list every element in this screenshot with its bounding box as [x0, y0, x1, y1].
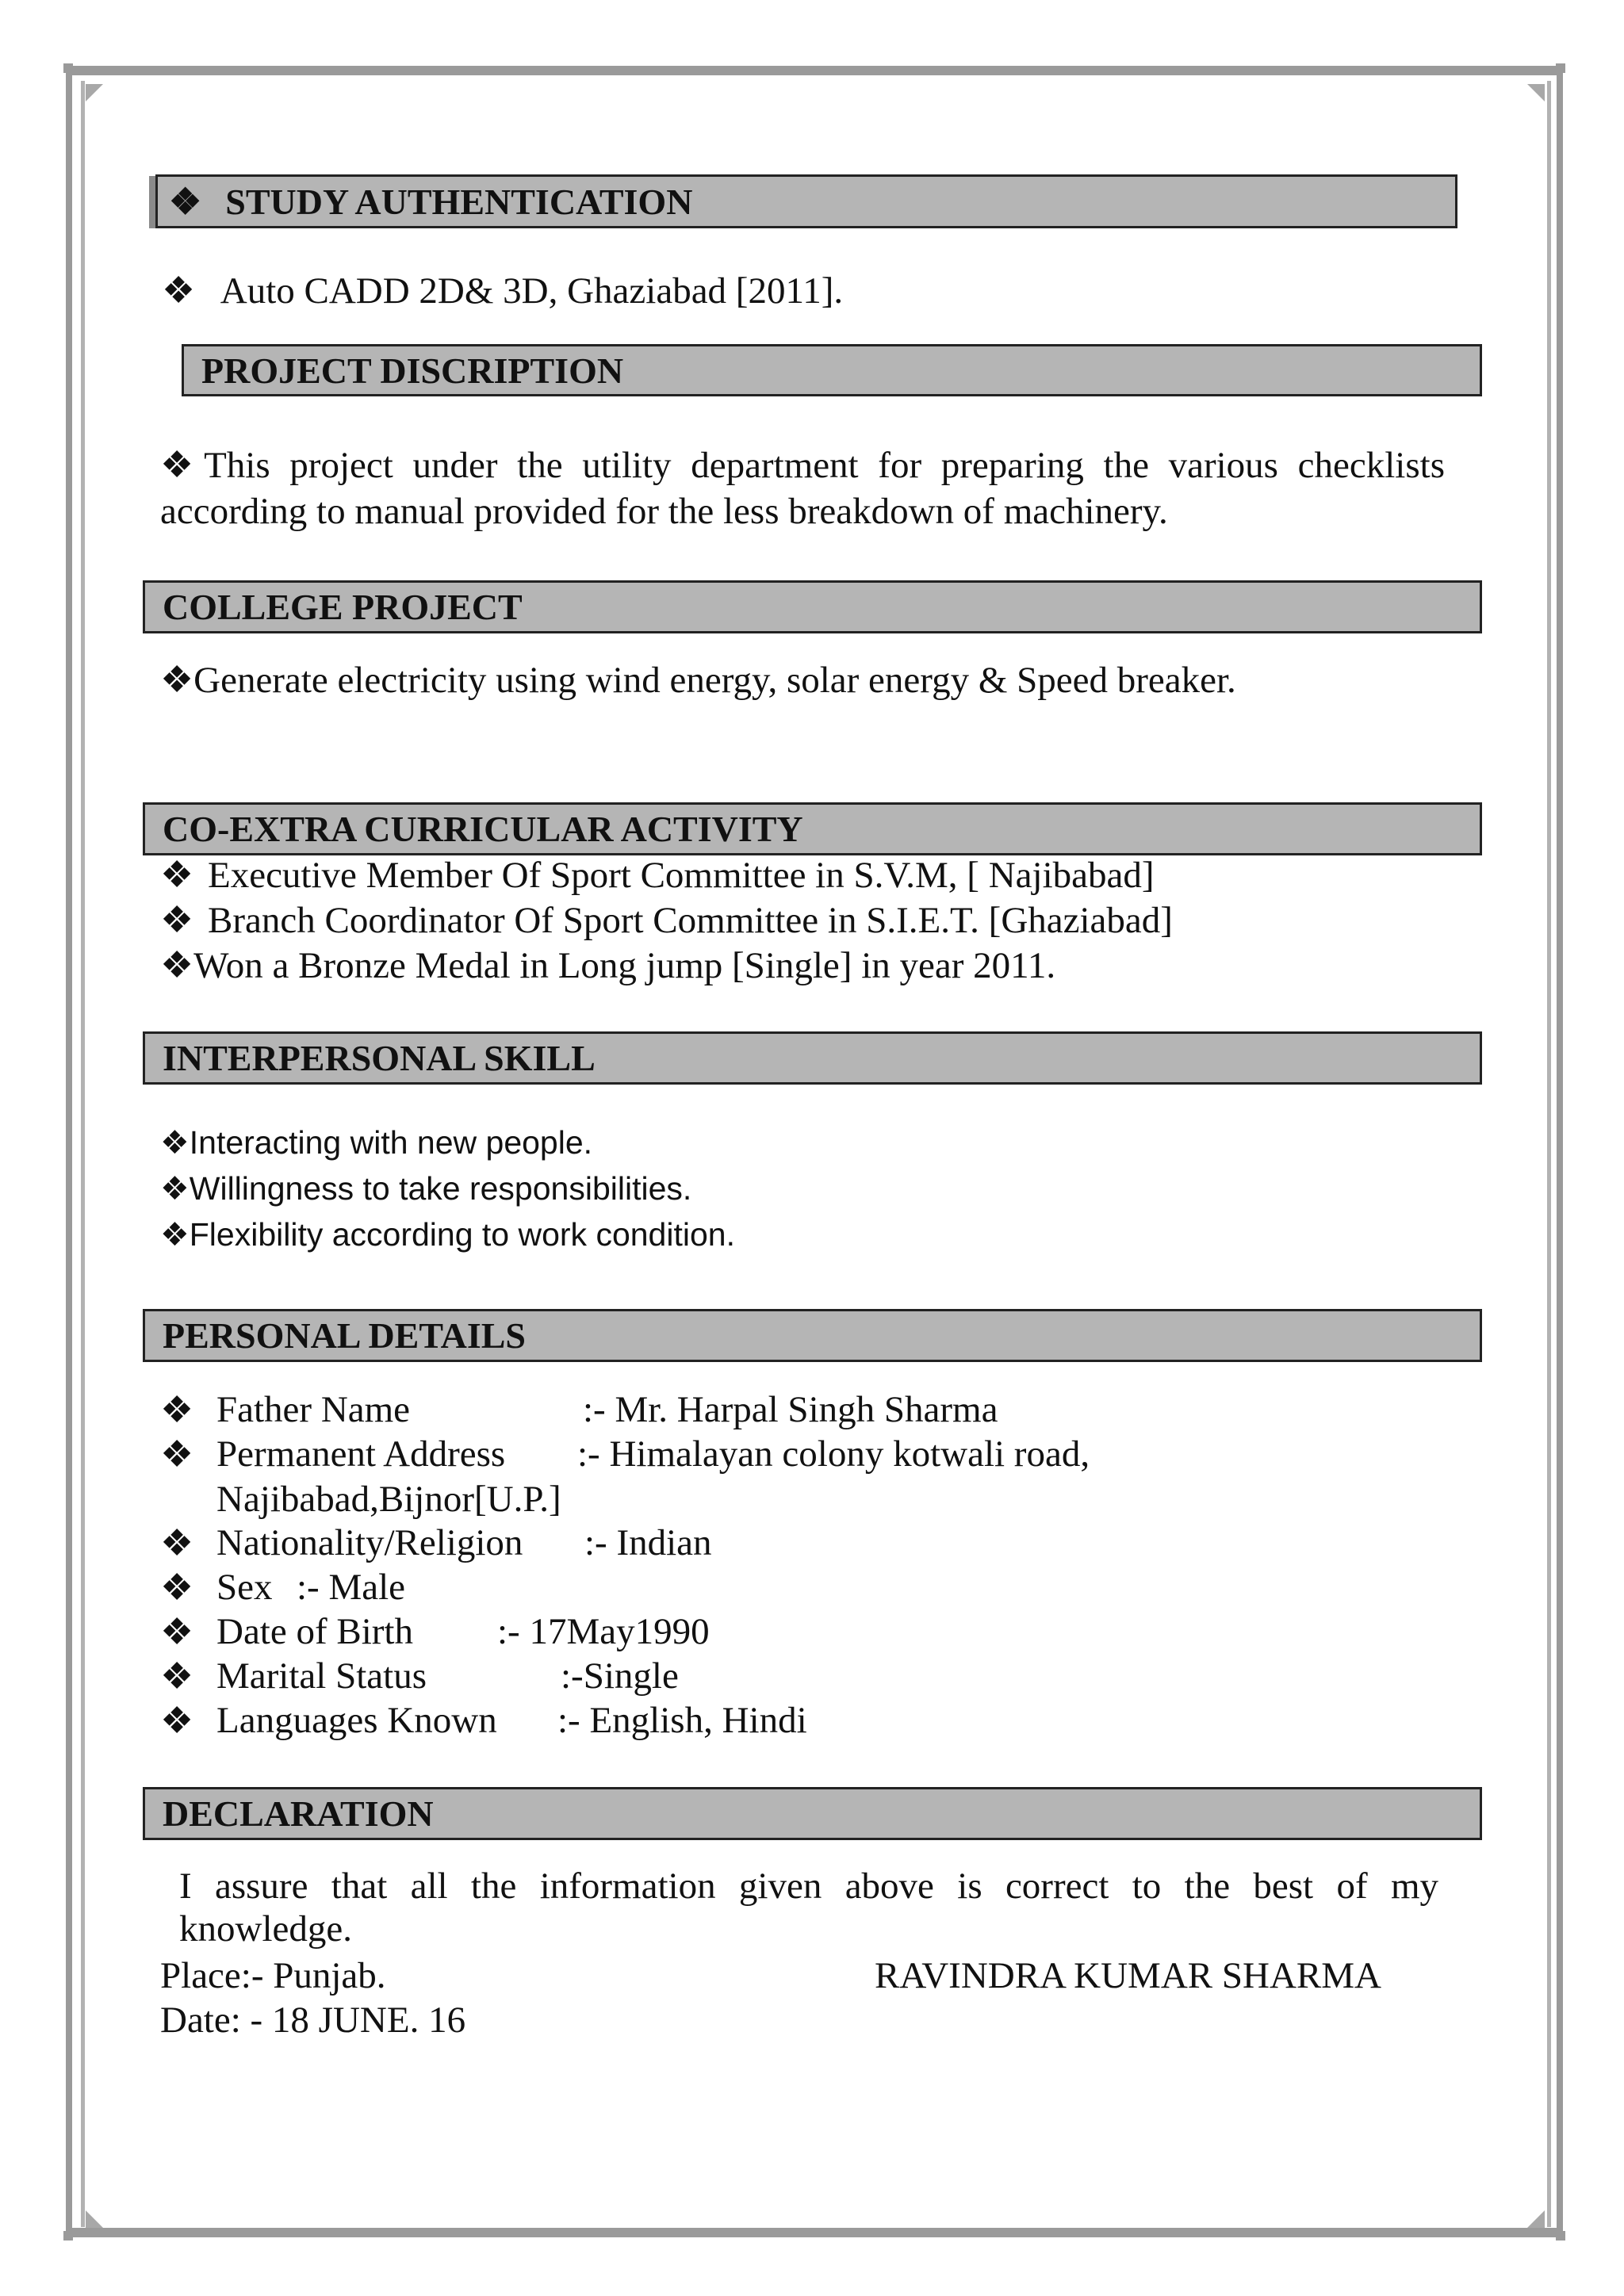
interpersonal-item: ❖Flexibility according to work condition.: [160, 1216, 735, 1253]
heading-text: STUDY AUTHENTICATION: [225, 181, 693, 222]
bullet-icon: ❖: [162, 270, 196, 312]
signature-name: RAVINDRA KUMAR SHARMA: [875, 1955, 1381, 1996]
sex-label: Sex: [216, 1567, 273, 1608]
corner-triangle: [1527, 2210, 1545, 2228]
heading-text: INTERPERSONAL SKILL: [163, 1038, 596, 1078]
bullet-icon: ❖: [160, 660, 194, 701]
bullet-icon: ❖: [160, 1701, 194, 1742]
extra-curricular-item: ❖ Branch Coordinator Of Sport Committee in S.I.E.T. [Ghaziabad]: [160, 900, 1173, 941]
bullet-icon: ❖: [160, 1656, 194, 1697]
sex-value: :- Male: [297, 1567, 406, 1608]
corner-square: [1556, 2231, 1565, 2241]
extra-curricular-item: ❖Won a Bronze Medal in Long jump [Single] in year 2011.: [160, 945, 1056, 986]
extra-curricular-item: ❖ Executive Member Of Sport Committee in S.V.M, [ Najibabad]: [160, 855, 1155, 896]
study-item: ❖ Auto CADD 2D& 3D, Ghaziabad [2011].: [162, 270, 844, 312]
college-project-heading: [143, 580, 1482, 633]
bullet-icon: ❖: [160, 900, 194, 941]
marital-status-label: Marital Status: [216, 1655, 427, 1697]
heading-text: DECLARATION: [163, 1793, 434, 1834]
bullet-icon: ❖: [160, 1170, 190, 1207]
languages-value: :- English, Hindi: [557, 1700, 807, 1741]
corner-square: [1556, 63, 1565, 73]
place-text: Place:- Punjab.: [160, 1955, 386, 1996]
heading-text: CO-EXTRA CURRICULAR ACTIVITY: [163, 809, 803, 849]
extra-curricular-heading: [143, 802, 1482, 855]
heading-text: PROJECT DISCRIPTION: [201, 350, 624, 391]
corner-triangle: [86, 2210, 103, 2228]
heading-text: COLLEGE PROJECT: [163, 587, 523, 627]
heading-text: PERSONAL DETAILS: [163, 1315, 527, 1356]
interpersonal-item: ❖Interacting with new people.: [160, 1124, 593, 1161]
project-description-text: ❖This project under the utility department for preparing the various checklists according to manual provided for the less breakdown of machinery.: [160, 445, 1445, 532]
corner-square: [63, 2231, 73, 2241]
permanent-address-value: :- Himalayan colony kotwali road,: [577, 1433, 1090, 1475]
corner-triangle: [86, 84, 103, 101]
nationality-label: Nationality/Religion: [216, 1522, 523, 1563]
bullet-icon: ❖: [160, 1523, 194, 1564]
marital-status-value: :-Single: [561, 1655, 679, 1697]
bullet-icon: ❖: [160, 1390, 194, 1431]
corner-triangle: [1527, 84, 1545, 101]
father-name-label: Father Name: [216, 1389, 411, 1430]
corner-square: [63, 63, 73, 73]
college-project-item: ❖Generate electricity using wind energy, solar energy & Speed breaker.: [160, 660, 1236, 701]
nationality-value: :- Indian: [584, 1522, 712, 1563]
permanent-address-label: Permanent Address: [216, 1433, 506, 1475]
date-of-birth-label: Date of Birth: [216, 1611, 413, 1652]
languages-label: Languages Known: [216, 1700, 497, 1741]
bullet-icon: ❖: [160, 855, 194, 896]
bullet-icon: ❖: [160, 445, 205, 486]
project-description-heading: [182, 344, 1482, 396]
study-authentication-heading: [155, 174, 1457, 228]
date-text: Date: - 18 JUNE. 16: [160, 1999, 466, 2041]
interpersonal-item: ❖Willingness to take responsibilities.: [160, 1170, 692, 1207]
interpersonal-skill-heading: [143, 1031, 1482, 1085]
bullet-icon: ❖: [169, 182, 202, 222]
father-name-value: :- Mr. Harpal Singh Sharma: [583, 1389, 998, 1430]
bullet-icon: ❖: [160, 1434, 194, 1475]
date-of-birth-value: :- 17May1990: [497, 1611, 710, 1652]
bullet-icon: ❖: [160, 1567, 194, 1609]
bullet-icon: ❖: [160, 1612, 194, 1653]
declaration-heading: [143, 1787, 1482, 1840]
declaration-text: I assure that all the information given above is correct to the best of my knowledge.: [179, 1866, 1438, 1950]
permanent-address-value-cont: Najibabad,Bijnor[U.P.]: [216, 1479, 561, 1520]
personal-details-heading: [143, 1309, 1482, 1362]
bullet-icon: ❖: [160, 945, 194, 986]
bullet-icon: ❖: [160, 1216, 190, 1253]
bullet-icon: ❖: [160, 1124, 190, 1161]
